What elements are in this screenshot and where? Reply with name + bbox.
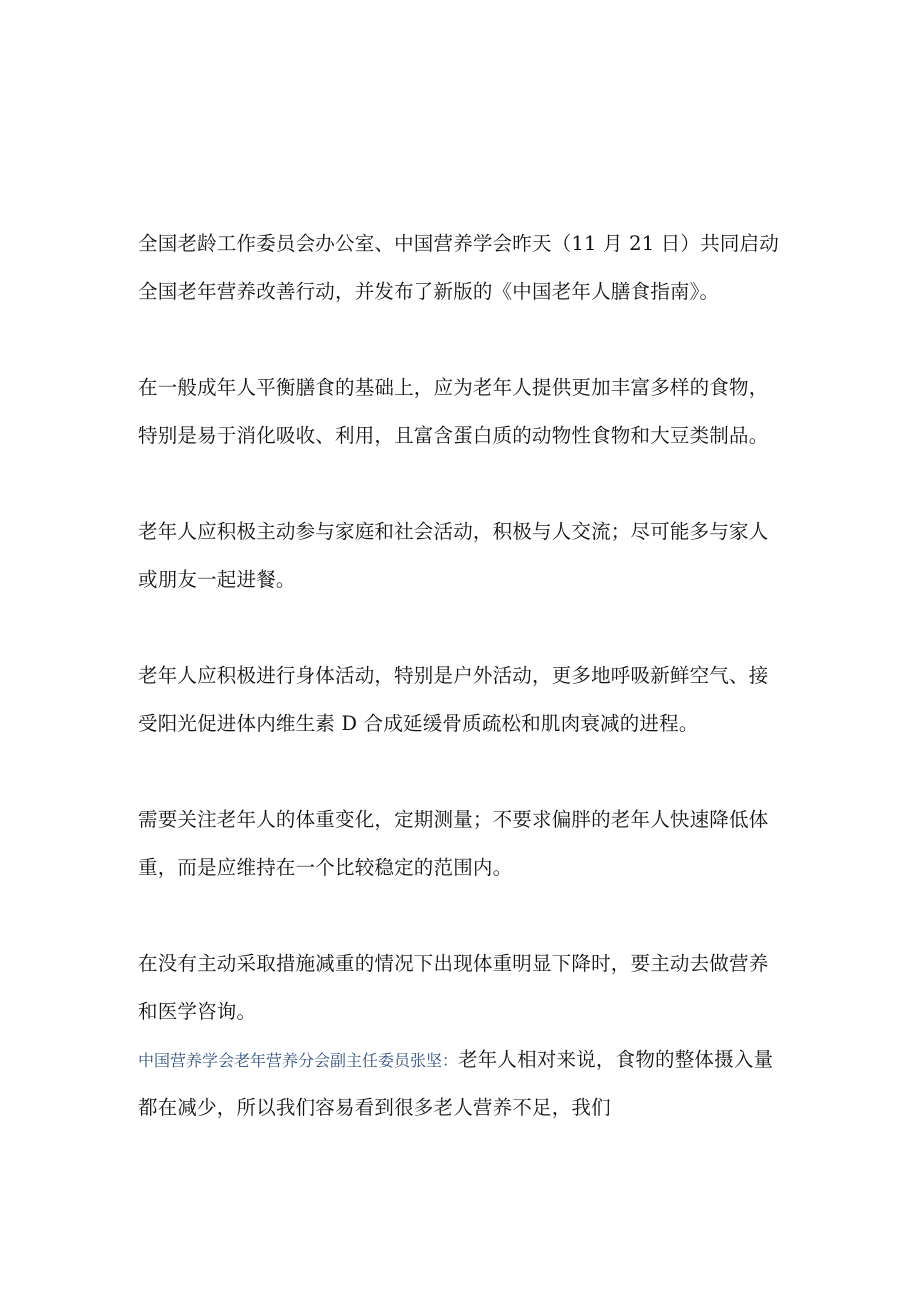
paragraph-6: 在没有主动采取措施减重的情况下出现体重明显下降时，要主动去做营养和医学咨询。 [138,952,769,1023]
quote-speaker: 中国营养学会老年营养分会副主任委员张坚： [138,1051,459,1070]
paragraph-2: 在一般成年人平衡膳食的基础上，应为老年人提供更加丰富多样的食物，特别是易于消化吸收、利用，且富含蛋白质的动物性食物和大豆类制品。 [138,376,769,447]
paragraph-5: 需要关注老年人的体重变化，定期测量；不要求偏胖的老年人快速降低体重，而是应维持在一个比较稳定的范围内。 [138,808,769,879]
paragraph-3: 老年人应积极主动参与家庭和社会活动，积极与人交流；尽可能多与家人或朋友一起进餐。 [138,520,769,591]
quote-text: 老年人相对来说，食物的整体摄入量都在减少，所以我们容易看到很多老人营养不足，我们 [138,1048,774,1119]
paragraph-4: 老年人应积极进行身体活动，特别是户外活动，更多地呼吸新鲜空气、接受阳光促进体内维生素 D 合成延缓骨质疏松和肌肉衰减的进程。 [138,664,769,735]
paragraph-1: 全国老龄工作委员会办公室、中国营养学会昨天（11 月 21 日）共同启动全国老年营养改善行动，并发布了新版的《中国老年人膳食指南》。 [138,232,779,303]
quote-paragraph [138,1036,786,1131]
